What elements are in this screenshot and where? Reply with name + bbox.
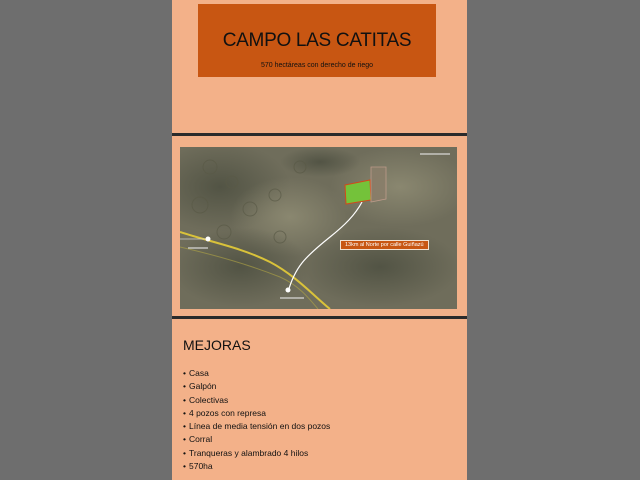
list-item: • Colectivas (183, 394, 330, 407)
list-item: • Línea de media tensión en dos pozos (183, 420, 330, 433)
list-item: • Galpón (183, 380, 330, 393)
page-subtitle: 570 hectáreas con derecho de riego (260, 62, 374, 69)
list-item: • 570ha (183, 460, 330, 473)
map-callout-text: 13km al Norte por calle Guiñazú (345, 242, 424, 248)
property-sheet (172, 0, 467, 480)
mejoras-list (183, 367, 330, 473)
list-item: • 4 pozos con represa (183, 407, 330, 420)
top-divider (172, 133, 467, 136)
list-item: • Tranqueras y alambrado 4 hilos (183, 447, 330, 460)
list-item: • Casa (183, 367, 330, 380)
satellite-map (180, 147, 457, 309)
satellite-map-image (180, 147, 457, 309)
bottom-divider (172, 316, 467, 319)
title-box (198, 4, 436, 77)
list-item: • Corral (183, 433, 330, 446)
map-callout-label (340, 240, 429, 250)
page-title: CAMPO LAS CATITAS (222, 30, 412, 51)
section-title-mejoras: MEJORAS (183, 337, 251, 353)
